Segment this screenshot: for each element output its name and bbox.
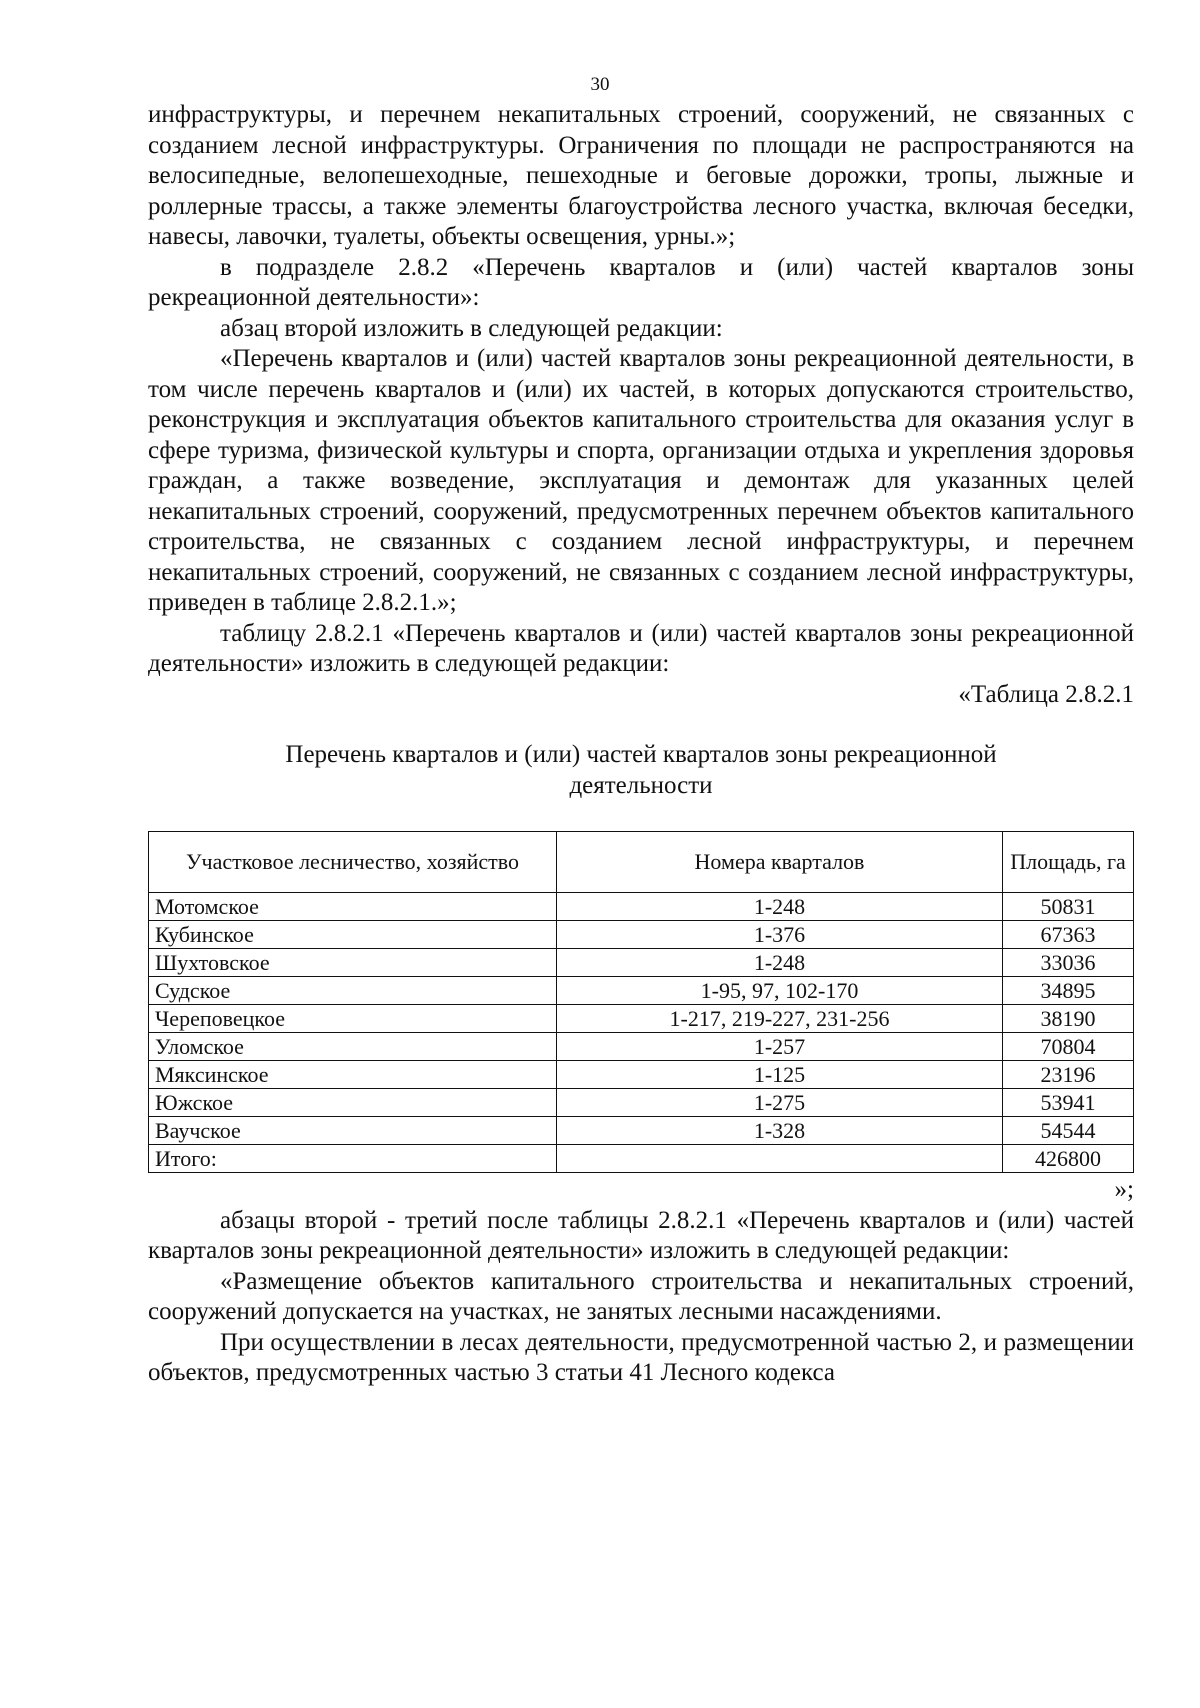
paragraph-after-table: абзацы второй - третий после таблицы 2.8.2.1 «Перечень кварталов и (или) частей кварталов зоны рекреационной деятельности» изложить в следующей редакции: <box>148 1206 1134 1264</box>
table-row <box>149 1089 1134 1117</box>
table-row <box>149 1033 1134 1061</box>
cell-forestry: Судское <box>149 977 557 1005</box>
paragraph-subsection-2-8-2: в подразделе 2.8.2 «Перечень кварталов и (или) частей кварталов зоны рекреационной деятельности»: <box>148 253 1134 311</box>
header-area: Площадь, га <box>1003 832 1134 893</box>
header-quarters: Номера кварталов <box>557 832 1003 893</box>
cell-forestry: Южское <box>149 1089 557 1117</box>
cell-forestry: Уломское <box>149 1033 557 1061</box>
page-number: 30 <box>590 74 610 95</box>
cell-area: 67363 <box>1003 921 1134 949</box>
cell-quarters: 1-95, 97, 102-170 <box>557 977 1003 1005</box>
table-row <box>149 949 1134 977</box>
paragraph-quarters-list: «Перечень кварталов и (или) частей кварталов зоны рекреационной деятельности, в том числе перечень кварталов и (или) их частей, в которых допускаются строительство, реконструкция и эксплуатация объектов капитального строительства для оказания услуг в сфере туризма, физической культуры и спорта, организации отдыха и укрепления здоровья граждан, а также возведение, эксплуатация и демонтаж для указанных целей некапитальных строений, сооружений, предусмотренных перечнем объектов капитального строительства, не связанных с созданием лесной инфраструктуры, и перечнем некапитальных строений, сооружений, не связанных с созданием лесной инфраструктуры, приведен в таблице 2.8.2.1.»; <box>148 345 1134 616</box>
paragraph-continuation: инфраструктуры, и перечнем некапитальных строений, сооружений, не связанных с созданием лесной инфраструктуры. Ограничения по площади не распространяются на велосипедные, велопешеходные, пешеходные и беговые дорожки, тропы, лыжные и роллерные трассы, а также элементы благоустройства лесного участка, включая беседки, навесы, лавочки, туалеты, объекты освещения, урны.»; <box>148 101 1134 250</box>
cell-area: 53941 <box>1003 1089 1134 1117</box>
cell-forestry: Мяксинское <box>149 1061 557 1089</box>
cell-quarters: 1-257 <box>557 1033 1003 1061</box>
table-row <box>149 893 1134 921</box>
cell-forestry: Череповецкое <box>149 1005 557 1033</box>
cell-total-quarters <box>557 1145 1003 1173</box>
paragraph-placement: «Размещение объектов капитального строительства и некапитальных строений, сооружений допускается на участках, не занятых лесными насаждениями. <box>148 1267 1134 1325</box>
paragraph-table-intro: таблицу 2.8.2.1 «Перечень кварталов и (или) частей кварталов зоны рекреационной деятельности» изложить в следующей редакции: <box>148 619 1134 677</box>
paragraph-forest-code: При осуществлении в лесах деятельности, предусмотренной частью 2, и размещении объектов, предусмотренных частью 3 статьи 41 Лесного кодекса <box>148 1328 1134 1386</box>
cell-forestry: Шухтовское <box>149 949 557 977</box>
table-closing-quote: »; <box>1114 1176 1134 1203</box>
table-row <box>149 1005 1134 1033</box>
cell-area: 38190 <box>1003 1005 1134 1033</box>
cell-forestry: Кубинское <box>149 921 557 949</box>
table-total-row <box>149 1145 1134 1173</box>
cell-quarters: 1-125 <box>557 1061 1003 1089</box>
table-header-row <box>149 832 1134 893</box>
cell-forestry: Мотомское <box>149 893 557 921</box>
table-caption: Перечень кварталов и (или) частей кварталов зоны рекреационной деятельности <box>285 741 997 799</box>
cell-forestry: Ваучское <box>149 1117 557 1145</box>
table-label: «Таблица 2.8.2.1 <box>958 680 1134 708</box>
paragraph-second-abzac: абзац второй изложить в следующей редакции: <box>220 314 723 342</box>
cell-total-area: 426800 <box>1003 1145 1134 1173</box>
cell-area: 34895 <box>1003 977 1134 1005</box>
cell-quarters: 1-248 <box>557 893 1003 921</box>
cell-quarters: 1-328 <box>557 1117 1003 1145</box>
cell-area: 70804 <box>1003 1033 1134 1061</box>
cell-quarters: 1-376 <box>557 921 1003 949</box>
recreation-quarters-table <box>148 831 1134 1173</box>
cell-area: 50831 <box>1003 893 1134 921</box>
cell-total-label: Итого: <box>149 1145 557 1173</box>
table-row <box>149 1117 1134 1145</box>
cell-quarters: 1-275 <box>557 1089 1003 1117</box>
cell-area: 33036 <box>1003 949 1134 977</box>
cell-area: 23196 <box>1003 1061 1134 1089</box>
document-body <box>148 100 1134 1389</box>
cell-quarters: 1-248 <box>557 949 1003 977</box>
header-forestry: Участковое лесничество, хозяйство <box>149 832 557 893</box>
cell-quarters: 1-217, 219-227, 231-256 <box>557 1005 1003 1033</box>
cell-area: 54544 <box>1003 1117 1134 1145</box>
table-row <box>149 921 1134 949</box>
table-row <box>149 977 1134 1005</box>
table-row <box>149 1061 1134 1089</box>
